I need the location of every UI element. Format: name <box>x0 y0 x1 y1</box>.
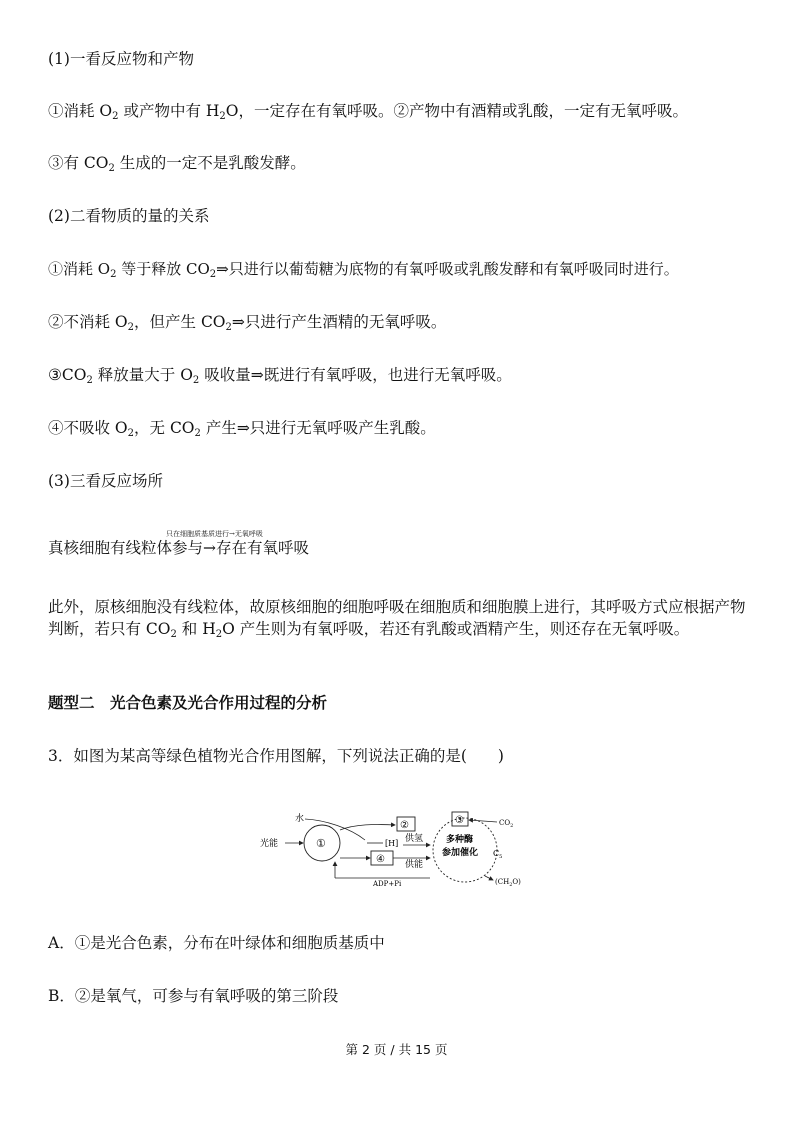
look2-title: (2)二看物质的量的关系 <box>48 207 210 225</box>
o2-arrow <box>340 825 395 830</box>
water-label: 水 <box>295 814 305 824</box>
box-2-label: ② <box>400 820 409 831</box>
look3-line: 真核细胞有线粒体参与→存在有氧呼吸 <box>48 539 309 557</box>
look3-arrow-annotation: 只在细胞质基质进行→无氧呼吸 <box>166 530 263 538</box>
enzyme-label-2: 参加催化 <box>442 848 479 858</box>
water-split-arrow <box>305 819 365 840</box>
light-label: 光能 <box>260 839 279 849</box>
look2-point-c: $③CO_2$ 释放量大于 $O_2$ 吸收量⇒既进行有氧呼吸，也进行无氧呼吸。 <box>48 366 512 386</box>
page-footer: 第 2 页 / 共 15 页 <box>345 1042 448 1057</box>
h-label: [H] <box>385 839 399 848</box>
extra-paragraph: 此外，原核细胞没有线粒体，故原核细胞的细胞呼吸在细胞质和细胞膜上进行，其呼吸方式应根据产物判断，若只有 $CO_2$ 和 $H_2O$ 产生则为有氧呼吸，若还有乳酸或酒精产生，则还存在无氧呼吸。 <box>48 598 746 640</box>
supply-energy-label: 供能 <box>405 860 424 870</box>
look2-point-d: ④不吸收 $O_2$，无 $CO_2$ 产生⇒只进行无氧呼吸产生乳酸。 <box>48 419 436 439</box>
look1-point-b: ③有 $CO_2$ 生成的一定不是乳酸发酵。 <box>48 154 306 174</box>
look3-title: (3)三看反应场所 <box>48 472 163 490</box>
option-a: A．①是光合色素，分布在叶绿体和细胞质基质中 <box>48 934 385 952</box>
supply-h-label: 供氢 <box>405 834 424 844</box>
circle-1-label: ① <box>316 837 326 850</box>
enzyme-label-1: 多种酶 <box>446 835 474 845</box>
question-3: 3．如图为某高等绿色植物光合作用图解，下列说法正确的是( ) <box>48 747 504 765</box>
co2-label: $CO_2$ <box>499 819 514 829</box>
ch2o-arrow <box>485 876 493 880</box>
box-4-label: ④ <box>376 854 385 865</box>
look2-point-a: ①消耗 $O_2$ 等于释放 $CO_2\Rightarrow$只进行以葡萄糖为底物的有氧呼吸或乳酸发酵和有氧呼吸同时进行。 <box>48 260 679 280</box>
look1-title: (1)一看反应物和产物 <box>48 50 194 68</box>
photosynthesis-diagram <box>255 800 535 895</box>
adp-label: ADP+Pi <box>373 880 402 888</box>
option-b: B．②是氧气，可参与有氧呼吸的第三阶段 <box>48 987 339 1005</box>
c5-label: $C_5$ <box>493 849 503 860</box>
ch2o-label: $(CH_2O)$ <box>495 878 521 888</box>
look2-point-b: ②不消耗 $O_2$，但产生 $CO_2\Rightarrow$只进行产生酒精的无氧呼吸。 <box>48 313 447 333</box>
box-3-label: ③ <box>455 815 464 826</box>
look1-point-a: ①消耗 $O_2$ 或产物中有 $H_2O$，一定存在有氧呼吸。②产物中有酒精或乳酸，一定有无氧呼吸。 <box>48 102 688 122</box>
co2-arrow <box>469 820 497 822</box>
section-title: 题型二 光合色素及光合作用过程的分析 <box>48 694 328 712</box>
